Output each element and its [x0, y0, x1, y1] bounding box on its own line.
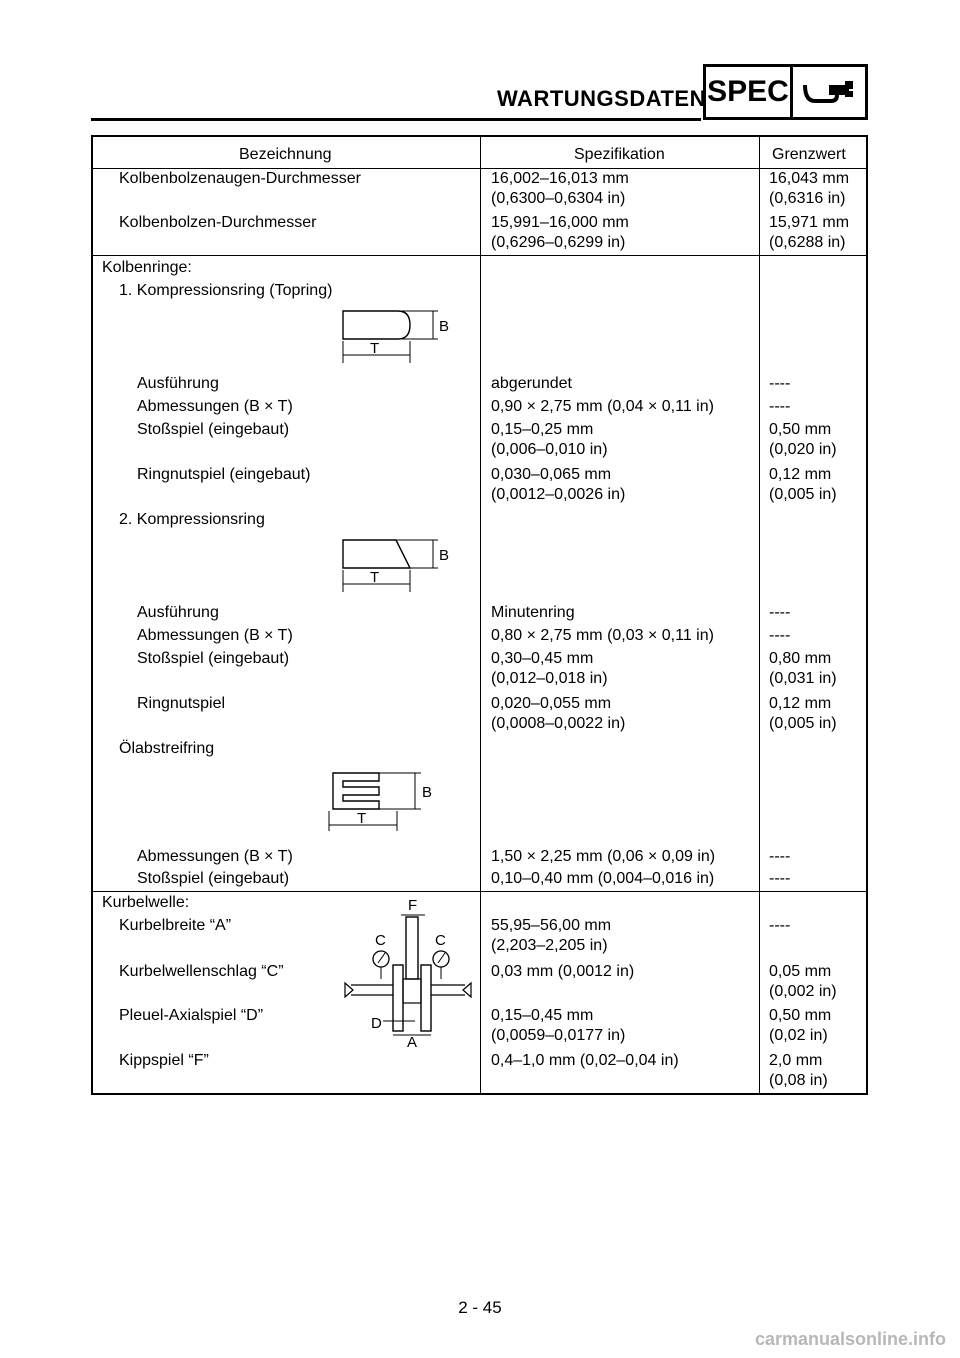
row-spec-inch: (0,0012–0,0026 in) [491, 486, 626, 503]
row-spec: Minutenring [491, 604, 575, 621]
row-limit: ---- [769, 870, 791, 887]
oil-ring-profile-figure [325, 765, 455, 835]
row-spec: 55,95–56,00 mm [491, 917, 612, 934]
dim-a-label: A [407, 1034, 418, 1047]
row-label: Kippspiel “F” [119, 1052, 209, 1069]
row-limit: 2,0 mm [769, 1052, 823, 1069]
second-ring-profile-figure [338, 534, 458, 600]
row-label: Ringnutspiel [137, 695, 226, 712]
row-spec: 0,15–0,25 mm [491, 421, 594, 438]
oil-ring-title: Ölabstreifring [119, 740, 215, 757]
row-limit: 0,50 mm [769, 421, 832, 438]
row-limit: 0,80 mm [769, 650, 832, 667]
row-limit-inch: (0,6288 in) [769, 234, 846, 251]
page-number: 2 - 45 [458, 1298, 502, 1317]
row-spec-inch: (2,203–2,205 in) [491, 937, 608, 954]
row-label: Pleuel-Axialspiel “D” [119, 1007, 264, 1024]
row-limit: ---- [769, 848, 791, 865]
ring1-title: 1. Kompressionsring (Topring) [119, 282, 333, 299]
row-spec: 0,10–0,40 mm (0,004–0,016 in) [491, 870, 715, 887]
row-limit-inch: (0,6316 in) [769, 190, 846, 207]
dim-t-label: T [370, 340, 380, 357]
row-limit: 15,971 mm [769, 214, 850, 231]
row-limit-inch: (0,020 in) [769, 441, 837, 458]
section-title-crank: Kurbelwelle: [102, 894, 190, 911]
row-label: Ausführung [137, 604, 219, 621]
row-spec: 0,90 × 2,75 mm (0,04 × 0,11 in) [491, 398, 714, 415]
row-spec-inch: (0,6296–0,6299 in) [491, 234, 626, 251]
dim-b-label: B [439, 547, 450, 564]
dim-d-label: D [371, 1015, 382, 1032]
row-limit: ---- [769, 375, 791, 392]
wrench-icon [790, 64, 868, 120]
row-label: Kolbenbolzenaugen-Durchmesser [119, 170, 361, 187]
row-spec-inch: (0,0008–0,0022 in) [491, 715, 626, 732]
row-limit: 0,50 mm [769, 1007, 832, 1024]
header-rule [91, 118, 701, 121]
dim-f-label: F [408, 897, 418, 914]
spec-table [91, 135, 868, 1095]
row-limit-inch: (0,002 in) [769, 983, 837, 1000]
row-spec: 0,15–0,45 mm [491, 1007, 594, 1024]
section-divider-crank [93, 891, 866, 892]
dim-c-label-right: C [435, 932, 446, 949]
col-header-spezifikation: Spezifikation [574, 146, 665, 163]
col-divider-2 [759, 137, 760, 1093]
crankshaft-figure [343, 895, 473, 1047]
row-limit: ---- [769, 917, 791, 934]
row-label: Abmessungen (B × T) [137, 627, 293, 644]
row-spec: 0,80 × 2,75 mm (0,03 × 0,11 in) [491, 627, 714, 644]
row-label: Ausführung [137, 375, 219, 392]
col-divider-1 [480, 137, 481, 1093]
dim-t-label: T [357, 810, 367, 827]
row-label: Ringnutspiel (eingebaut) [137, 466, 311, 483]
col-header-bezeichnung: Bezeichnung [239, 146, 332, 163]
row-label: Kurbelwellenschlag “C” [119, 963, 284, 980]
row-spec-inch: (0,012–0,018 in) [491, 670, 608, 687]
section-title-rings: Kolbenringe: [102, 259, 192, 276]
top-ring-profile-figure [338, 305, 458, 373]
row-limit-inch: (0,031 in) [769, 670, 837, 687]
row-label: Kurbelbreite “A” [119, 917, 232, 934]
row-spec: 0,30–0,45 mm [491, 650, 594, 667]
row-limit: ---- [769, 627, 791, 644]
row-spec: 0,020–0,055 mm [491, 695, 612, 712]
ring2-title: 2. Kompressionsring [119, 511, 265, 528]
row-spec: 1,50 × 2,25 mm (0,06 × 0,09 in) [491, 848, 716, 865]
row-label: Stoßspiel (eingebaut) [137, 650, 290, 667]
row-limit-inch: (0,005 in) [769, 715, 837, 732]
row-spec: 16,002–16,013 mm [491, 170, 629, 187]
dim-b-label: B [439, 318, 450, 335]
col-header-grenzwert: Grenzwert [772, 146, 846, 163]
row-label: Abmessungen (B × T) [137, 398, 293, 415]
row-label: Abmessungen (B × T) [137, 848, 293, 865]
row-spec: 15,991–16,000 mm [491, 214, 629, 231]
row-label: Stoßspiel (eingebaut) [137, 870, 290, 887]
row-spec-inch: (0,0059–0,0177 in) [491, 1027, 626, 1044]
row-limit: 0,12 mm [769, 466, 832, 483]
spec-badge: SPEC [703, 64, 793, 120]
row-limit-inch: (0,005 in) [769, 486, 837, 503]
watermark: carmanualsonline.info [754, 1329, 946, 1349]
row-limit: ---- [769, 604, 791, 621]
page-title: WARTUNGSDATEN [497, 86, 706, 111]
row-limit: ---- [769, 398, 791, 415]
row-limit: 16,043 mm [769, 170, 850, 187]
row-limit-inch: (0,02 in) [769, 1027, 828, 1044]
row-limit-inch: (0,08 in) [769, 1072, 828, 1089]
row-spec: 0,4–1,0 mm (0,02–0,04 in) [491, 1052, 679, 1069]
row-label: Kolbenbolzen-Durchmesser [119, 214, 317, 231]
dim-b-label: B [422, 784, 433, 801]
row-spec: abgerundet [491, 375, 572, 392]
row-spec-inch: (0,6300–0,6304 in) [491, 190, 626, 207]
row-spec-inch: (0,006–0,010 in) [491, 441, 608, 458]
row-spec: 0,030–0,065 mm [491, 466, 612, 483]
row-limit: 0,05 mm [769, 963, 832, 980]
section-divider-rings [93, 255, 866, 256]
dim-t-label: T [370, 569, 380, 586]
row-limit: 0,12 mm [769, 695, 832, 712]
row-label: Stoßspiel (eingebaut) [137, 421, 290, 438]
dim-c-label-left: C [375, 932, 386, 949]
row-spec: 0,03 mm (0,0012 in) [491, 963, 635, 980]
